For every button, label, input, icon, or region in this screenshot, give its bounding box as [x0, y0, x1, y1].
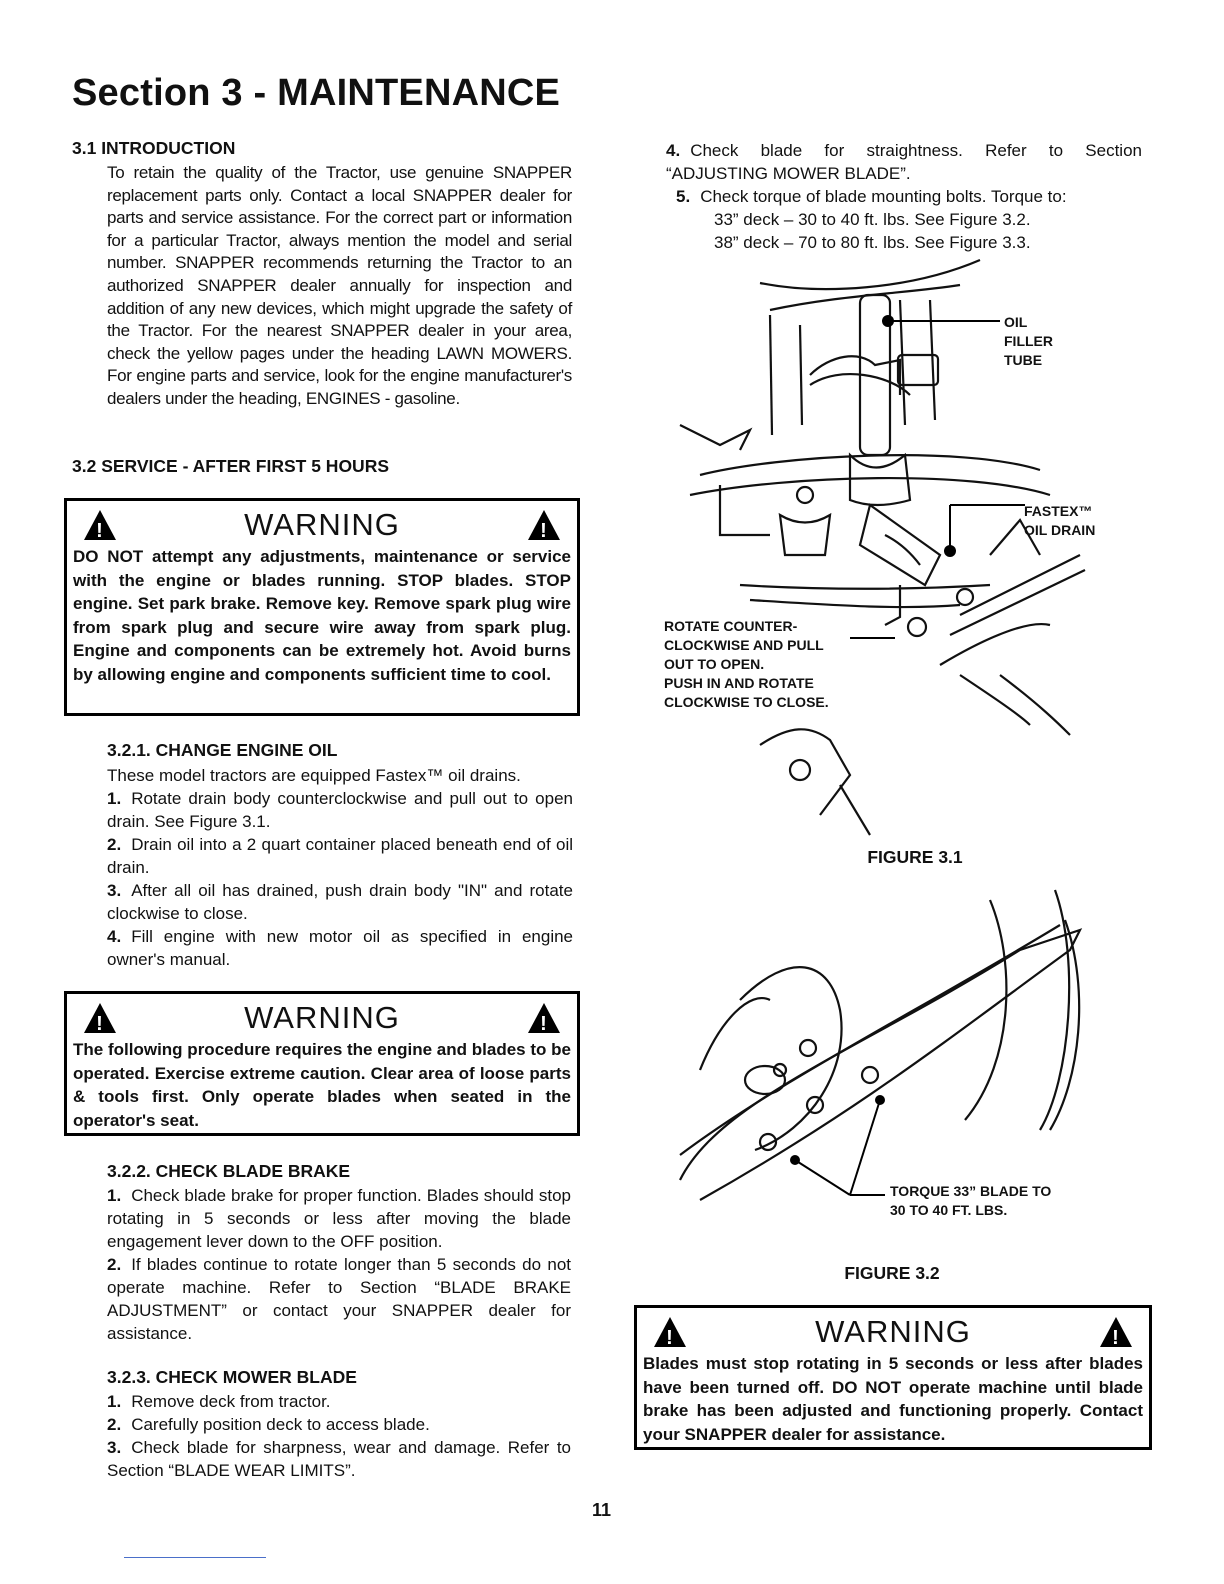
- oil-step: 1. Rotate drain body counterclockwise and pull out to open drain. See Figure 3.1.: [107, 789, 573, 831]
- intro-heading: 3.1 INTRODUCTION: [72, 138, 236, 158]
- brake-section: [107, 1184, 571, 1345]
- warning-triangle-icon: [653, 1316, 687, 1348]
- warning-header: [73, 998, 571, 1038]
- warning-box-3: [634, 1305, 1152, 1450]
- warning-triangle-icon: [527, 1002, 561, 1034]
- step-5: 5. Check torque of blade mounting bolts. Torque to:: [676, 187, 1067, 206]
- brake-step: 1. Check blade brake for proper function. Blades should stop rotating in 5 seconds or less after moving the blade engagement lever down to the OFF position.: [107, 1186, 571, 1251]
- rotate-instruction-label: ROTATE COUNTER- CLOCKWISE AND PULL OUT TO OPEN. PUSH IN AND ROTATE CLOCKWISE TO CLOSE.: [664, 618, 829, 710]
- footer-divider: [124, 1557, 266, 1558]
- page-title: Section 3 - MAINTENANCE: [72, 72, 561, 114]
- oil-heading: 3.2.1. CHANGE ENGINE OIL: [107, 740, 338, 760]
- svg-text:!: !: [666, 1327, 674, 1348]
- warning-label: WARNING: [815, 1314, 971, 1349]
- oil-step: 3. After all oil has drained, push drain body "IN" and rotate clockwise to close.: [107, 881, 573, 923]
- warning-header: [643, 1312, 1143, 1352]
- figure-3-1-illustration: [660, 255, 1130, 845]
- warning-label: WARNING: [244, 507, 400, 542]
- oil-section: [107, 764, 573, 971]
- svg-text:!: !: [540, 1013, 548, 1034]
- warning-box-2: [64, 991, 580, 1136]
- torque-33: 33” deck – 30 to 40 ft. lbs. See Figure 3.2.: [714, 210, 1031, 229]
- blade-section: [107, 1390, 571, 1482]
- blade-step: 2. Carefully position deck to access blade.: [107, 1415, 430, 1434]
- step-4: 4. Check blade for straightness. Refer to Section “ADJUSTING MOWER BLADE”.: [666, 141, 1142, 183]
- warning-triangle-icon: [1099, 1316, 1133, 1348]
- blade-heading: 3.2.3. CHECK MOWER BLADE: [107, 1367, 357, 1387]
- page-number: 11: [592, 1500, 612, 1520]
- fastex-label: FASTEX™ OIL DRAIN: [1024, 503, 1096, 538]
- brake-heading: 3.2.2. CHECK BLADE BRAKE: [107, 1161, 351, 1181]
- service-heading: 3.2 SERVICE - AFTER FIRST 5 HOURS: [72, 456, 389, 476]
- blade-step: 3. Check blade for sharpness, wear and damage. Refer to Section “BLADE WEAR LIMITS”.: [107, 1438, 571, 1480]
- oil-intro: These model tractors are equipped Fastex™ oil drains.: [107, 766, 521, 785]
- warning-text: The following procedure requires the engine and blades to be operated. Exercise extreme caution. Clear area of loose parts & tools first. Only operate blades when seated in the operator's seat.: [73, 1040, 571, 1130]
- warning-header: [73, 505, 571, 545]
- figure-3-1-caption: FIGURE 3.1: [867, 847, 963, 867]
- warning-label: WARNING: [244, 1000, 400, 1035]
- blade-step: 1. Remove deck from tractor.: [107, 1392, 331, 1411]
- figure-3-2-caption: FIGURE 3.2: [844, 1263, 940, 1283]
- oil-filler-label: OIL FILLER TUBE: [1004, 314, 1053, 368]
- warning-triangle-icon: [83, 1002, 117, 1034]
- torque-label: TORQUE 33” BLADE TO 30 TO 40 FT. LBS.: [890, 1183, 1052, 1218]
- warning-text: DO NOT attempt any adjustments, maintenance or service with the engine or blades running. STOP blades. STOP engine. Set park brake. Remove key. Remove spark plug wire from spark plug and secure wire away from spark plug. Engine and components can be extremely hot. Avoid burns by allowing engine and components sufficient time to cool.: [73, 547, 571, 684]
- svg-text:!: !: [540, 520, 548, 541]
- svg-text:!: !: [1112, 1327, 1120, 1348]
- warning-box-1: [64, 498, 580, 716]
- warning-triangle-icon: [83, 509, 117, 541]
- torque-38: 38” deck – 70 to 80 ft. lbs. See Figure 3.3.: [714, 233, 1031, 252]
- oil-step: 4. Fill engine with new motor oil as specified in engine owner's manual.: [107, 927, 573, 969]
- oil-step: 2. Drain oil into a 2 quart container placed beneath end of oil drain.: [107, 835, 573, 877]
- right-steps: [666, 139, 1142, 254]
- svg-text:!: !: [96, 1013, 104, 1034]
- svg-text:!: !: [96, 520, 104, 541]
- warning-triangle-icon: [527, 509, 561, 541]
- brake-step: 2. If blades continue to rotate longer than 5 seconds do not operate machine. Refer to Section “BLADE BRAKE ADJUSTMENT” or contact your SNAPPER dealer for assistance.: [107, 1255, 571, 1343]
- intro-text: To retain the quality of the Tractor, use genuine SNAPPER replacement parts only. Contact a local SNAPPER dealer for parts and service assistance. For the correct part or information for a particular Tractor, always mention the model and serial number. SNAPPER recommends returning the Tractor to an authorized SNAPPER dealer annually for inspection and addition of any new devices, which might upgrade the safety of the Tractor. For the nearest SNAPPER dealer in your area, check the yellow pages under the heading LAWN MOWERS. For engine parts and service, look for the engine manufacturer's dealers under the heading, ENGINES - gasoline.: [107, 163, 572, 408]
- warning-text: Blades must stop rotating in 5 seconds or less after blades have been turned off. DO NOT operate machine until blade brake has been adjusted and functioning properly. Contact your SNAPPER dealer for assistance.: [643, 1354, 1143, 1444]
